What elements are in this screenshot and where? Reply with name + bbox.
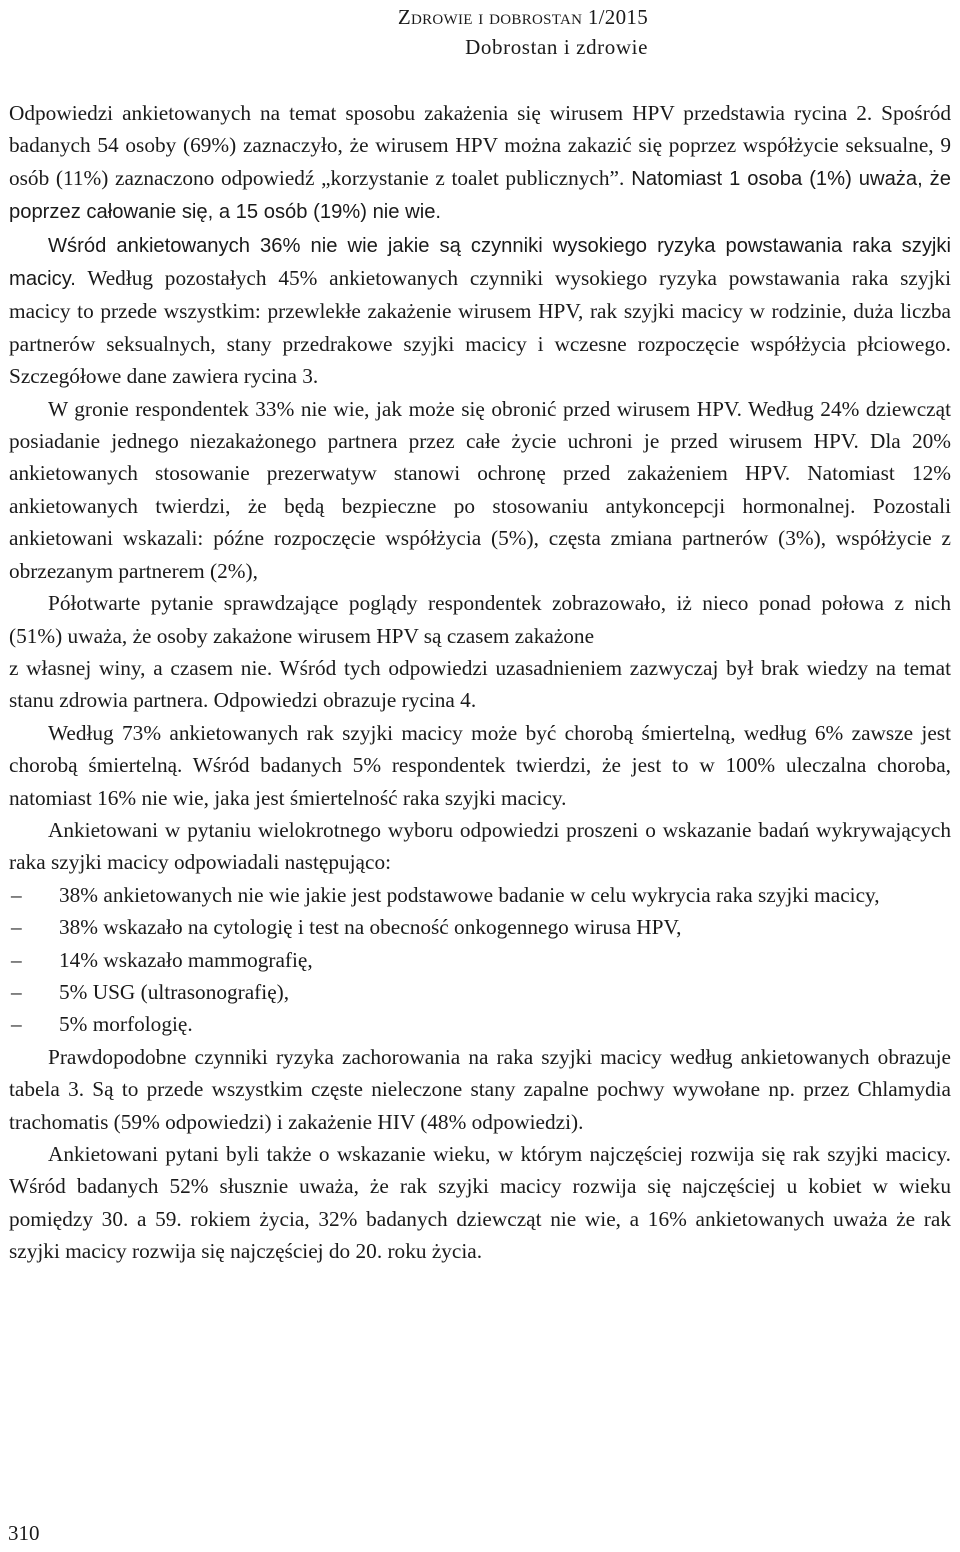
list-item-text: 38% wskazało na cytologię i test na obecność onkogennego wirusa HPV, bbox=[59, 915, 682, 940]
dash-icon: – bbox=[11, 882, 22, 907]
list-item bbox=[9, 911, 951, 943]
paragraph-text: Według 73% ankietowanych rak szyjki macicy może być chorobą śmiertelną, według 6% zawsze jest chorobą śmiertelną. Wśród badanych 5% respondentek twierdzi, że jest to w 100% uleczalna choroba, natomiast 16% nie wie, jaka jest śmiertelność raka szyjki macicy. bbox=[9, 720, 951, 810]
paragraph-protection bbox=[9, 393, 951, 587]
dash-icon: – bbox=[11, 915, 22, 940]
dash-icon: – bbox=[11, 947, 22, 972]
paragraph-text: Ankietowani w pytaniu wielokrotnego wyboru odpowiedzi proszeni o wskazanie badań wykrywających raka szyjki macicy odpowiadali następująco: bbox=[9, 817, 951, 875]
paragraph-age bbox=[9, 1138, 951, 1268]
page-number: 310 bbox=[8, 1521, 40, 1545]
paragraph-infection-routes bbox=[9, 97, 951, 229]
paragraph-text: W gronie respondentek 33% nie wie, jak może się obronić przed wirusem HPV. Według 24% dziewcząt posiadanie jednego niezakażonego partnera przez całe życie uchroni je przed wirusem HPV. Dla 20% ankietowanych stosowanie prezerwatyw stanowi ochronę przed zakażeniem HPV. Natomiast 12% ankietowanych twierdzi, że będą bezpieczne po stosowaniu antykoncepcji hormonalnej. Pozostali ankietowani wskazali: późne rozpoczęcie współżycia (5%), częsta zmiana partnerów (3%), współżycie z obrzezanym partnerem (2%), bbox=[9, 396, 951, 583]
running-header bbox=[398, 2, 648, 62]
list-item-text: 5% USG (ultrasonografię), bbox=[59, 979, 290, 1004]
list-item-text: 38% ankietowanych nie wie jakie jest podstawowe badanie w celu wykrycia raka szyjki macicy, bbox=[59, 882, 880, 907]
paragraph-opinions-continued bbox=[9, 652, 951, 717]
paragraph-text: Prawdopodobne czynniki ryzyka zachorowania na raka szyjki macicy według ankietowanych obrazuje tabela 3. Są to przede wszystkim częste nieleczone stany zapalne pochwy wywołane np. przez Chlamydia trachomatis (59% odpowiedzi) i zakażenie HIV (48% odpowiedzi). bbox=[9, 1044, 951, 1134]
paragraph-text-sans: Natomiast 1 osoba (1%) uważa, że poprzez całowanie się, a 15 osób (19%) nie wie. bbox=[9, 167, 951, 224]
paragraph-screening-intro bbox=[9, 814, 951, 879]
list-item-text: 5% morfologię. bbox=[59, 1012, 193, 1037]
paragraph-text: Ankietowani pytani byli także o wskazanie wieku, w którym najczęściej rozwija się rak szyjki macicy. Wśród badanych 52% słusznie uważa, że rak szyjki macicy rozwija się najczęściej u kobiet w wieku pomiędzy 30. a 59. rokiem życia, 32% badanych dziewcząt nie wie, a 16% ankietowanych uważa że rak szyjki macicy rozwija się najczęściej do 20. roku życia. bbox=[9, 1142, 951, 1264]
paragraph-mortality bbox=[9, 717, 951, 814]
paragraph-risk-factors bbox=[9, 229, 951, 393]
section-title: Dobrostan i zdrowie bbox=[465, 35, 648, 59]
paragraph-text: Odpowiedzi ankietowanych na temat sposobu zakażenia się wirusem HPV przedstawia rycina 2. Spośród badanych 54 osoby (69%) zaznaczyło, że wirusem HPV można zakazić się poprzez współżycie seksualne, 9 osób (11%) zaznaczono odpowiedź „korzystanie z toalet publicznych”. bbox=[9, 101, 951, 190]
article-body bbox=[9, 97, 951, 1268]
dash-icon: – bbox=[11, 979, 22, 1004]
list-item bbox=[9, 976, 951, 1008]
paragraph-probable-risk-factors bbox=[9, 1041, 951, 1138]
paragraph-text: z własnej winy, a czasem nie. Wśród tych odpowiedzi uzasadnieniem zazwyczaj był brak wiedzy na temat stanu zdrowia partnera. Odpowiedzi obrazuje rycina 4. bbox=[9, 655, 951, 713]
paragraph-text: Według pozostałych 45% ankietowanych czynniki wysokiego ryzyka powstawania raka szyjki macicy to przede wszystkim: przewlekłe zakażenie wirusem HPV, rak szyjki macicy w rodzinie, duża liczba partnerów seksualnych, stany przedrakowe szyjki macicy i wczesne rozpoczęcie współżycia płciowego. Szczegółowe dane zawiera rycina 3. bbox=[9, 266, 951, 389]
paragraph-text-sans: Wśród ankietowanych 36% nie wie jakie są czynniki wysokiego ryzyka powstawania raka szyjki macicy. bbox=[9, 234, 951, 291]
dash-icon: – bbox=[11, 1012, 22, 1037]
journal-title: Zdrowie i dobrostan 1/2015 bbox=[397, 5, 648, 29]
list-item bbox=[9, 1008, 951, 1040]
list-item-text: 14% wskazało mammografię, bbox=[59, 947, 313, 972]
paragraph-text: Półotwarte pytanie sprawdzające poglądy respondentek zobrazowało, iż nieco ponad połowa z nich (51%) uważa, że osoby zakażone wirusem HPV są czasem zakażone bbox=[9, 591, 951, 648]
list-item bbox=[9, 879, 951, 911]
screening-list bbox=[9, 879, 951, 1041]
list-item bbox=[9, 944, 951, 976]
paragraph-opinions bbox=[9, 587, 951, 652]
